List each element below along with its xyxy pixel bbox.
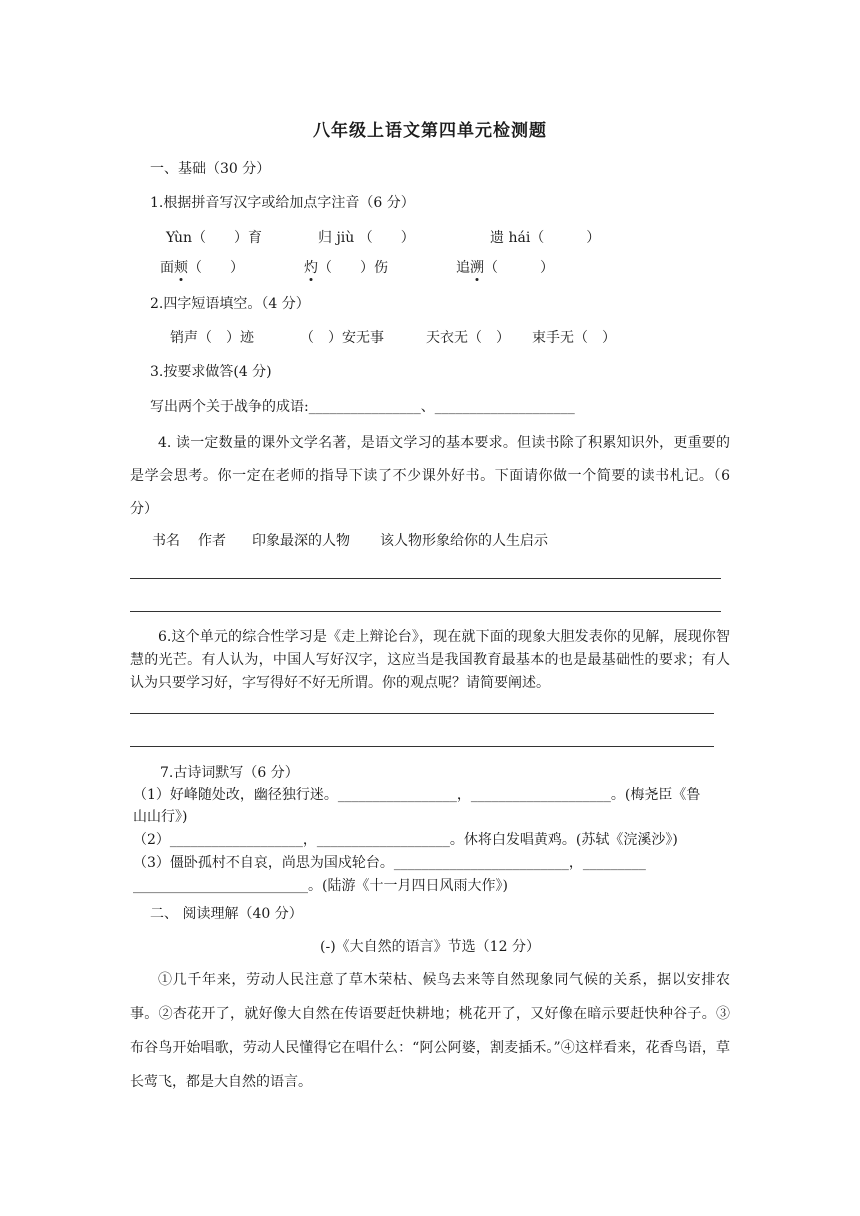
q1-item-4 <box>160 257 244 277</box>
section-1-heading: 一、基础（30 分） <box>150 161 271 177</box>
q2-item-2: （ ）安无事 <box>300 330 384 346</box>
section-2-heading: 二、 阅读理解（40 分） <box>150 906 303 922</box>
q1-item-2: 归 jiù （ ） <box>318 230 415 246</box>
q7-line-1: （1）好峰随处改，幽径独行迷。_________________，____________________。(梅尧臣《鲁 <box>133 787 701 803</box>
q7-line-3-cont: _________________________。(陆游《十一月四日风雨大作》) <box>133 878 508 894</box>
q1-item-6-dotted-char: 溯 <box>470 260 484 276</box>
q7-heading: 7.古诗词默写（6 分） <box>160 765 299 781</box>
q4-col-character: 印象最深的人物 <box>252 533 350 549</box>
q4-text: 4. 读一定数量的课外文学名著，是语文学习的基本要求。但读书除了积累知识外，更重要的是学会思考。你一定在老师的指导下读了不少课外好书。下面请你做一个简要的读书札记。（6 分） <box>130 435 730 517</box>
q1-item-4-blank: （ ） <box>188 260 244 276</box>
answer-line <box>130 746 714 747</box>
q2-item-1: 销声（ ）迹 <box>170 330 254 346</box>
reading-subtitle: (-)《大自然的语言》节选（12 分） <box>320 939 540 955</box>
q6-text: 6.这个单元的综合性学习是《走上辩论台》，现在就下面的现象大胆发表你的见解，展现你智慧的光芒。有人认为，中国人写好汉字，这应当是我国教育最基本的也是最基础性的要求；有人认为只要学习好，字写得好不好无所谓。你的观点呢？请简要阐述。 <box>130 629 730 691</box>
q1-item-1: Yùn（ ）育 <box>166 230 263 246</box>
q3-prompt: 写出两个关于战争的成语:________________、____________________ <box>150 399 575 415</box>
q1-item-6-char: 追 <box>456 260 470 276</box>
q1-item-4-dotted-char: 颊 <box>174 260 188 276</box>
q3-heading: 3.按要求做答(4 分) <box>150 364 272 380</box>
page-title: 八年级上语文第四单元检测题 <box>313 121 547 141</box>
q7-line-3: （3）僵卧孤村不自哀，尚思为国戍轮台。_________________________，_________ <box>133 855 646 871</box>
q2-item-3: 天衣无（ ） <box>426 330 510 346</box>
q1-item-3: 遗 hái（ ） <box>490 230 601 246</box>
answer-line <box>130 713 714 714</box>
answer-line <box>130 611 721 612</box>
q4-col-author: 作者 <box>198 533 226 549</box>
q1-item-5 <box>304 257 388 277</box>
q4-col-insight: 该人物形象给你的人生启示 <box>380 533 548 549</box>
q7-line-2: （2）___________________，___________________。休将白发唱黄鸡。(苏轼《浣溪沙》) <box>133 832 678 848</box>
q7-line-1-cont: 山山行》) <box>133 809 188 825</box>
q1-item-6 <box>456 257 554 277</box>
reading-passage: ①几千年来，劳动人民注意了草木荣枯、候鸟去来等自然现象同气候的关系，据以安排农事。②杏花开了，就好像大自然在传语要赶快耕地；桃花开了，又好像在暗示要赶快种谷子。③布谷鸟开始唱歌，劳动人民懂得它在唱什么：“阿公阿婆，割麦插禾。”④这样看来，花香鸟语，草长莺飞，都是大自然的语言。 <box>130 972 730 1090</box>
q1-item-5-dotted-char: 灼 <box>304 260 318 276</box>
q1-item-6-blank: （ ） <box>484 260 554 276</box>
answer-line <box>130 578 721 579</box>
q2-item-4: 束手无（ ） <box>532 330 616 346</box>
q1-heading: 1.根据拼音写汉字或给加点字注音（6 分） <box>150 195 415 211</box>
q2-heading: 2.四字短语填空。（4 分） <box>150 296 310 312</box>
q4-col-title: 书名 <box>152 533 180 549</box>
q1-item-5-blank: （ ）伤 <box>318 260 388 276</box>
q1-item-4-char: 面 <box>160 260 174 276</box>
